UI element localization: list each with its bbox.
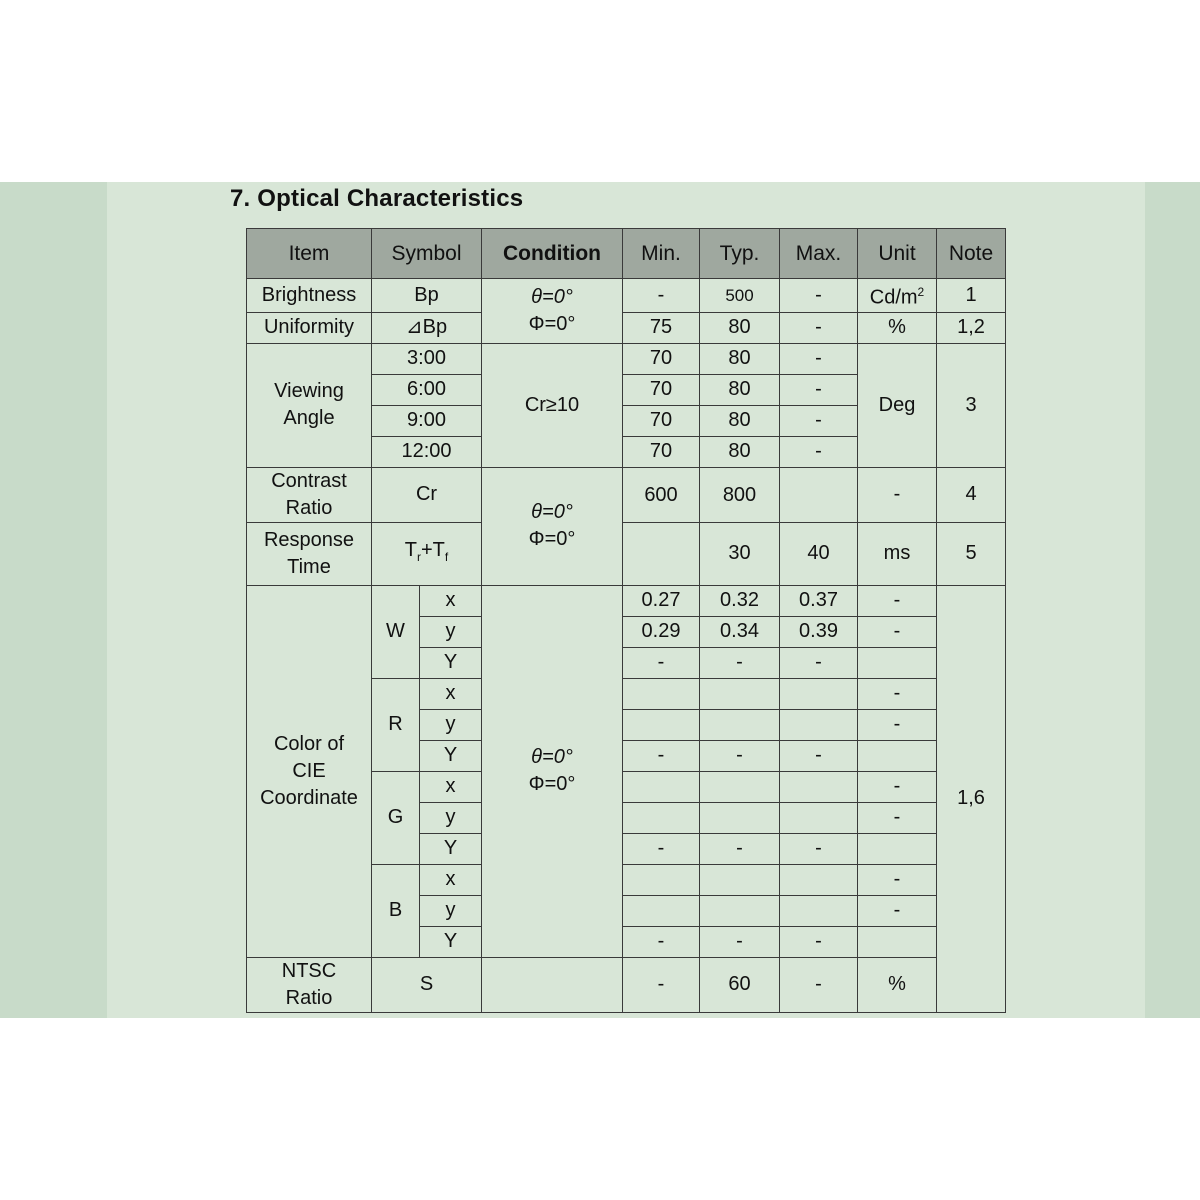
cie-color-r: R <box>372 678 420 771</box>
cie-item-line2: CIE <box>292 759 326 782</box>
cie-coord: Y <box>420 647 482 678</box>
response-min <box>623 522 700 585</box>
response-symbol <box>372 522 482 585</box>
viewing-item-line1: Viewing <box>274 380 344 403</box>
cie-max: - <box>780 740 858 771</box>
ntsc-min: - <box>623 957 700 1012</box>
header-item: Item <box>247 229 372 279</box>
response-max: 40 <box>780 522 858 585</box>
contrast-typ: 800 <box>700 467 780 522</box>
table-row <box>247 585 1006 616</box>
response-note: 5 <box>937 522 1006 585</box>
cie-coord: y <box>420 616 482 647</box>
response-item <box>247 522 372 585</box>
cie-unit: - <box>858 802 937 833</box>
response-typ: 30 <box>700 522 780 585</box>
response-item-line1: Response <box>263 528 355 551</box>
cie-max: 0.37 <box>780 585 858 616</box>
brightness-item: Brightness <box>247 279 372 313</box>
viewing-max: - <box>780 436 858 467</box>
contrast-unit: - <box>858 467 937 522</box>
cie-min <box>623 864 700 895</box>
cie-max <box>780 709 858 740</box>
cie-coord: Y <box>420 926 482 957</box>
brightness-unit-text: Cd/m <box>869 286 918 309</box>
cie-max: - <box>780 833 858 864</box>
cie-unit <box>858 833 937 864</box>
cie-item-line1: Color of <box>273 732 345 755</box>
cie-min <box>623 895 700 926</box>
table-row <box>247 957 1006 1012</box>
cie-max <box>780 895 858 926</box>
brightness-condition <box>482 279 623 344</box>
cie-coord: y <box>420 709 482 740</box>
header-row <box>247 229 1006 279</box>
uniformity-unit: % <box>858 312 937 343</box>
header-condition: Condition <box>482 229 623 279</box>
table-row <box>247 312 1006 343</box>
uniformity-note: 1,2 <box>937 312 1006 343</box>
cie-color-b: B <box>372 864 420 957</box>
ntsc-item-line1: NTSC <box>281 959 337 982</box>
cie-min <box>623 709 700 740</box>
cie-color-w: W <box>372 585 420 678</box>
cie-typ: 0.32 <box>700 585 780 616</box>
viewing-item <box>247 343 372 467</box>
cie-typ <box>700 802 780 833</box>
uniformity-typ: 80 <box>700 312 780 343</box>
header-typ: Typ. <box>700 229 780 279</box>
cie-item <box>247 585 372 957</box>
viewing-note: 3 <box>937 343 1006 467</box>
cie-max: 0.39 <box>780 616 858 647</box>
cie-color-g: G <box>372 771 420 864</box>
cie-typ: - <box>700 833 780 864</box>
response-sub-a: r <box>416 549 421 564</box>
contrast-item-line2: Ratio <box>285 496 333 519</box>
uniformity-min: 75 <box>623 312 700 343</box>
cie-typ: - <box>700 647 780 678</box>
viewing-typ: 80 <box>700 374 780 405</box>
header-max: Max. <box>780 229 858 279</box>
table-row <box>247 343 1006 374</box>
viewing-min: 70 <box>623 436 700 467</box>
condition-theta: θ=0° <box>531 285 573 308</box>
header-min: Min. <box>623 229 700 279</box>
cie-condition <box>482 585 623 957</box>
viewing-typ: 80 <box>700 343 780 374</box>
cie-unit: - <box>858 678 937 709</box>
cie-typ <box>700 895 780 926</box>
viewing-min: 70 <box>623 343 700 374</box>
uniformity-item: Uniformity <box>247 312 372 343</box>
viewing-symbol: 9:00 <box>372 405 482 436</box>
cie-typ <box>700 678 780 709</box>
viewing-typ: 80 <box>700 436 780 467</box>
cie-min: 0.29 <box>623 616 700 647</box>
cie-min: - <box>623 647 700 678</box>
ntsc-symbol: S <box>372 957 482 1012</box>
cie-min: - <box>623 926 700 957</box>
contrast-item <box>247 467 372 522</box>
cie-typ <box>700 771 780 802</box>
cie-max: - <box>780 926 858 957</box>
condition-phi: Φ=0° <box>528 773 576 796</box>
response-item-line2: Time <box>287 555 331 578</box>
contrast-item-line1: Contrast <box>271 469 347 492</box>
cie-unit: - <box>858 864 937 895</box>
header-unit: Unit <box>858 229 937 279</box>
brightness-symbol: Bp <box>372 279 482 313</box>
cie-coord: Y <box>420 833 482 864</box>
contrast-max <box>780 467 858 522</box>
cie-min <box>623 802 700 833</box>
uniformity-symbol: ⊿Bp <box>372 312 482 343</box>
cie-unit: - <box>858 771 937 802</box>
cie-typ <box>700 864 780 895</box>
cie-unit: - <box>858 709 937 740</box>
table-row <box>247 279 1006 313</box>
brightness-max: - <box>780 279 858 313</box>
ntsc-unit: % <box>858 957 937 1012</box>
ntsc-max: - <box>780 957 858 1012</box>
cie-item-line3: Coordinate <box>260 786 358 809</box>
ntsc-item <box>247 957 372 1012</box>
response-unit: ms <box>858 522 937 585</box>
contrast-symbol: Cr <box>372 467 482 522</box>
table-row <box>247 522 1006 585</box>
condition-phi: Φ=0° <box>528 528 576 551</box>
cie-typ: - <box>700 926 780 957</box>
viewing-symbol: 6:00 <box>372 374 482 405</box>
cie-min: 0.27 <box>623 585 700 616</box>
viewing-condition: Cr≥10 <box>482 343 623 467</box>
cie-max <box>780 864 858 895</box>
condition-phi: Φ=0° <box>528 312 576 335</box>
header-symbol: Symbol <box>372 229 482 279</box>
viewing-min: 70 <box>623 374 700 405</box>
cie-min <box>623 771 700 802</box>
cie-max: - <box>780 647 858 678</box>
uniformity-max: - <box>780 312 858 343</box>
cie-max <box>780 678 858 709</box>
response-symbol-b: +T <box>420 538 445 561</box>
contrast-note: 4 <box>937 467 1006 522</box>
condition-theta: θ=0° <box>531 746 573 769</box>
response-sub-b: f <box>444 549 449 564</box>
optical-characteristics-table <box>246 228 1006 1013</box>
cie-max <box>780 802 858 833</box>
brightness-unit-sup: 2 <box>917 285 925 299</box>
viewing-max: - <box>780 343 858 374</box>
viewing-unit: Deg <box>858 343 937 467</box>
header-note: Note <box>937 229 1006 279</box>
brightness-min: - <box>623 279 700 313</box>
cie-unit <box>858 926 937 957</box>
viewing-item-line2: Angle <box>283 407 335 430</box>
cie-unit <box>858 647 937 678</box>
cie-coord: x <box>420 678 482 709</box>
cie-typ: - <box>700 740 780 771</box>
cie-min: - <box>623 833 700 864</box>
ntsc-item-line2: Ratio <box>285 986 333 1009</box>
cie-coord: x <box>420 585 482 616</box>
cie-min <box>623 678 700 709</box>
condition-theta: θ=0° <box>531 501 573 524</box>
brightness-unit <box>858 279 937 313</box>
cie-unit: - <box>858 585 937 616</box>
response-symbol-a: T <box>404 538 417 561</box>
cie-max <box>780 771 858 802</box>
viewing-max: - <box>780 374 858 405</box>
cie-typ: 0.34 <box>700 616 780 647</box>
cie-unit <box>858 740 937 771</box>
cie-coord: y <box>420 895 482 926</box>
brightness-note: 1 <box>937 279 1006 313</box>
cie-min: - <box>623 740 700 771</box>
ntsc-condition <box>482 957 623 1012</box>
cie-note: 1,6 <box>937 585 1006 1012</box>
viewing-symbol: 12:00 <box>372 436 482 467</box>
section-title: 7. Optical Characteristics <box>230 185 524 212</box>
viewing-min: 70 <box>623 405 700 436</box>
contrast-response-condition <box>482 467 623 585</box>
viewing-typ: 80 <box>700 405 780 436</box>
viewing-max: - <box>780 405 858 436</box>
viewing-symbol: 3:00 <box>372 343 482 374</box>
brightness-typ: 500 <box>700 279 780 313</box>
cie-coord: y <box>420 802 482 833</box>
ntsc-typ: 60 <box>700 957 780 1012</box>
cie-coord: Y <box>420 740 482 771</box>
cie-coord: x <box>420 864 482 895</box>
cie-unit: - <box>858 616 937 647</box>
cie-coord: x <box>420 771 482 802</box>
table-row <box>247 467 1006 522</box>
cie-unit: - <box>858 895 937 926</box>
cie-typ <box>700 709 780 740</box>
contrast-min: 600 <box>623 467 700 522</box>
